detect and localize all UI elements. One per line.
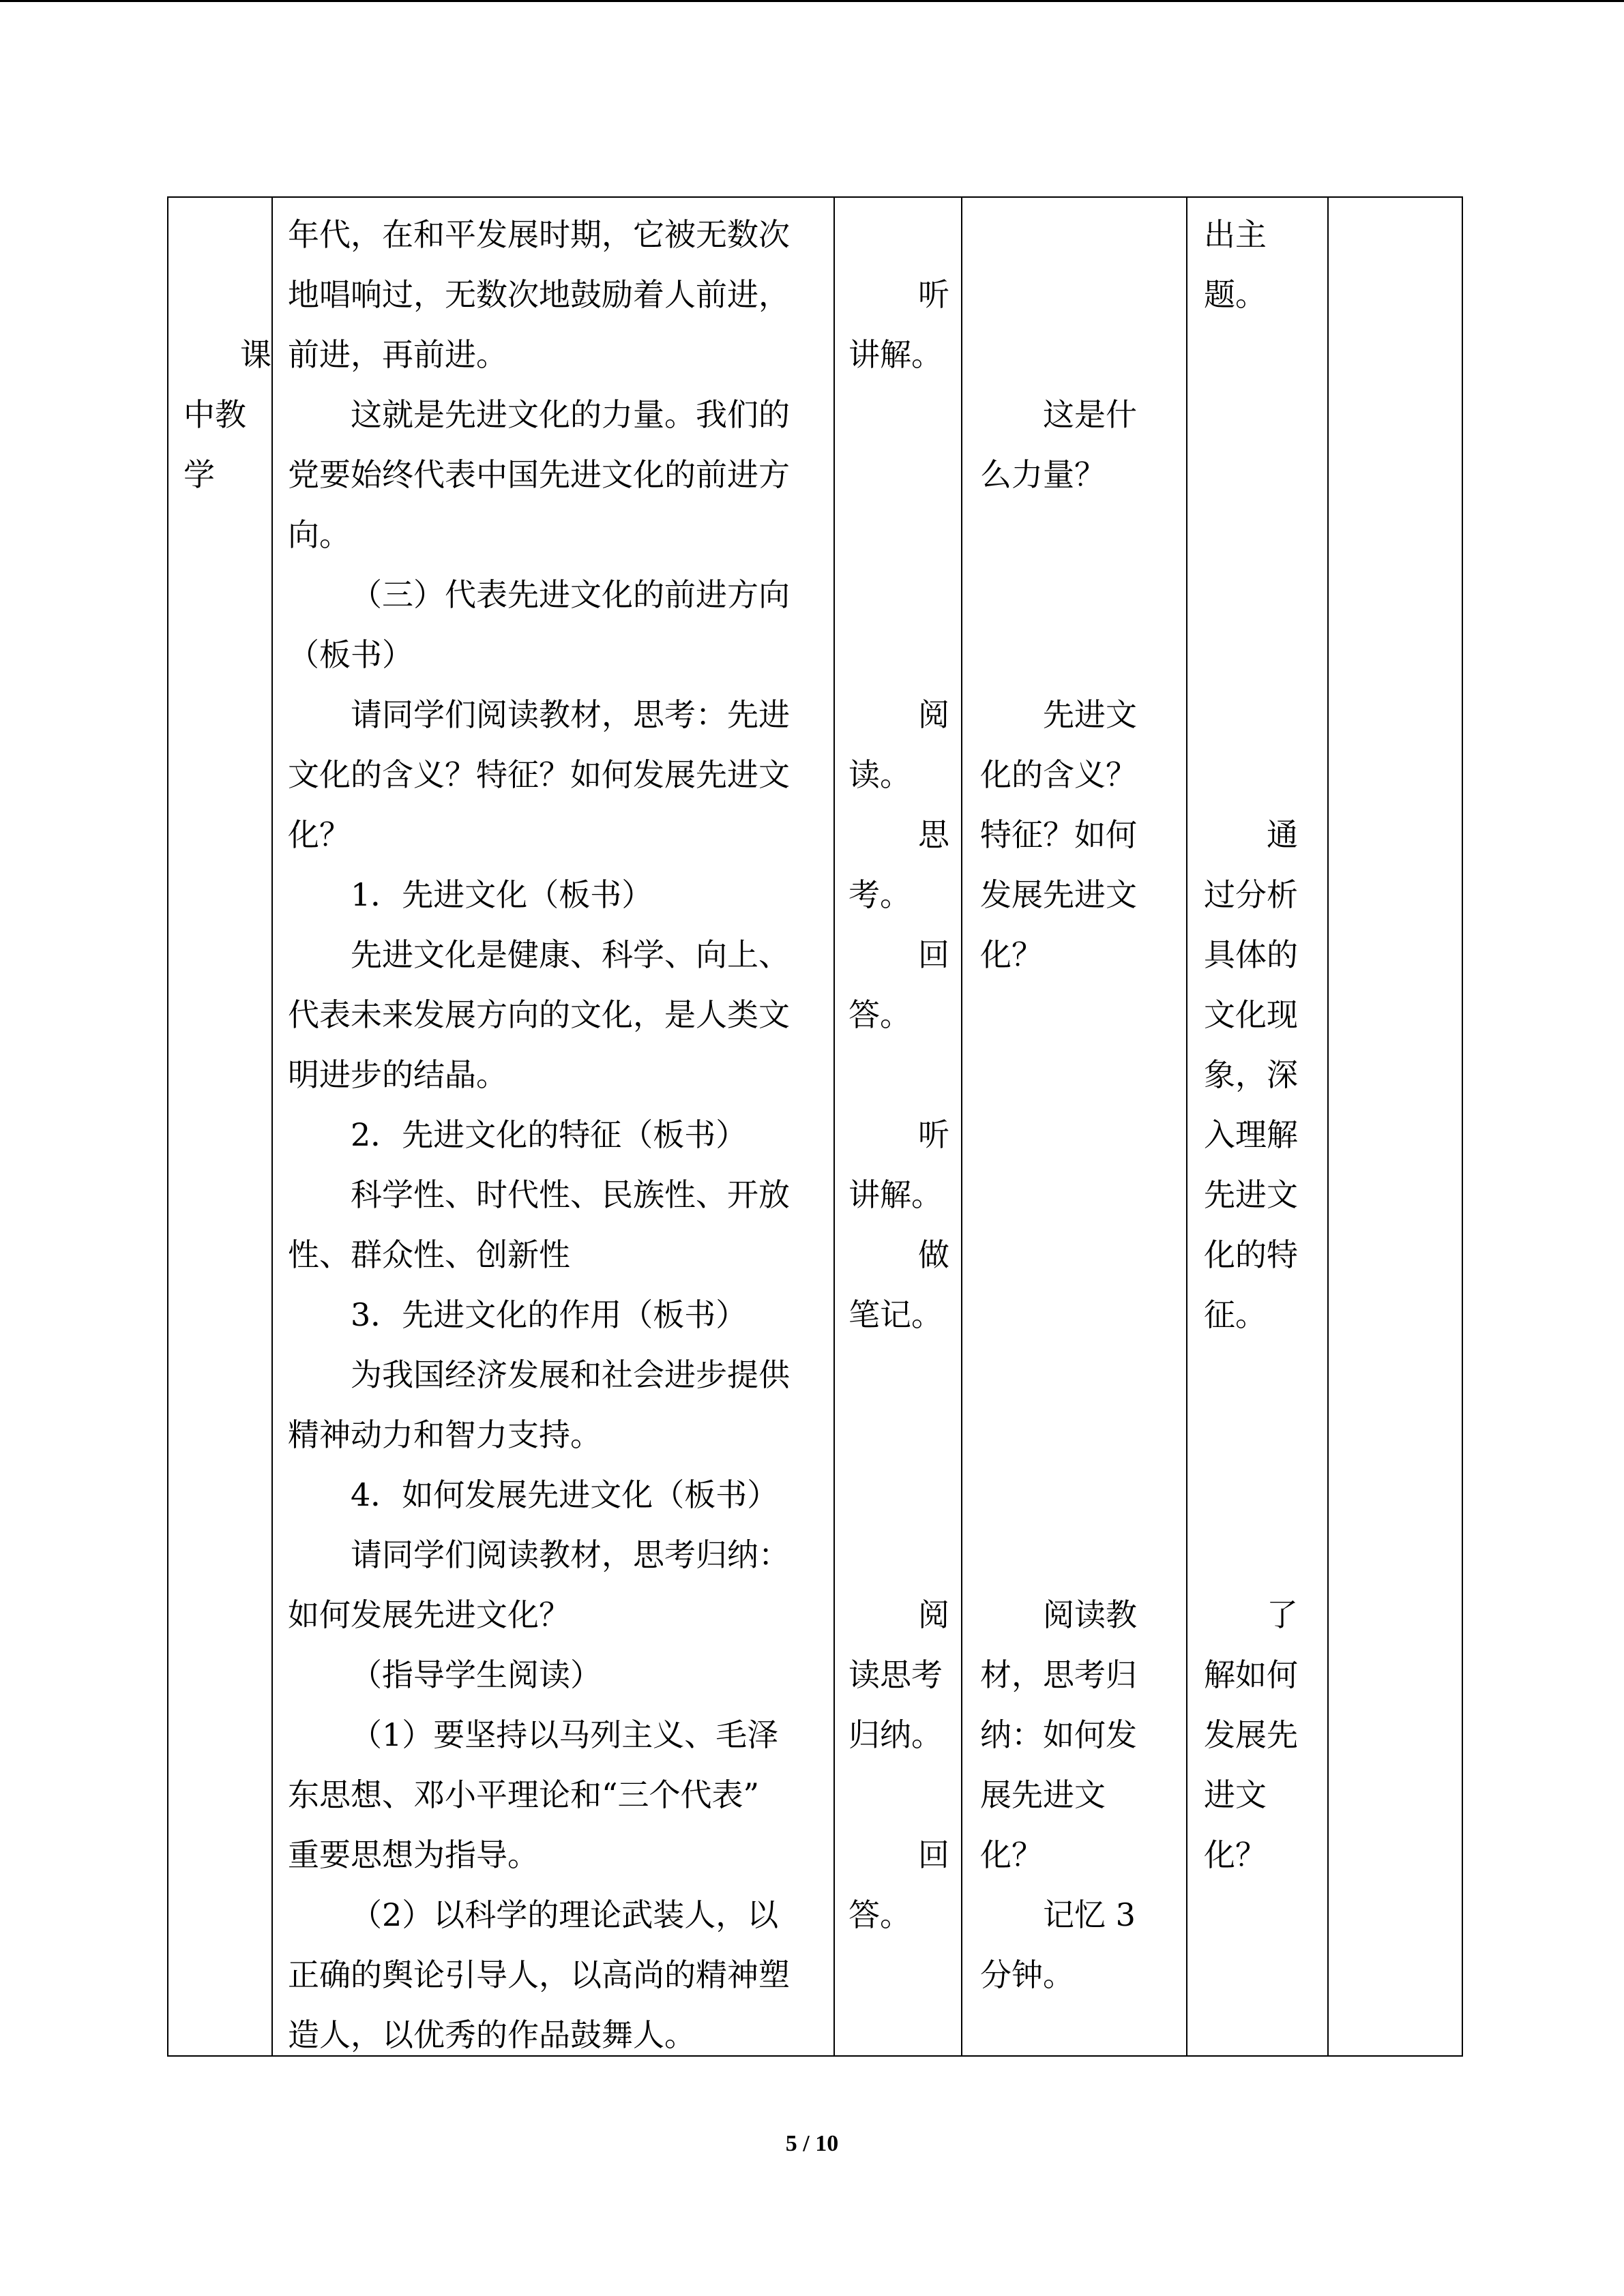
content-line: 明进步的结晶。 bbox=[288, 1056, 507, 1093]
design-line: 分钟。 bbox=[980, 1956, 1074, 1993]
content-line: 4．如何发展先进文化（板书） bbox=[351, 1476, 779, 1513]
student-line: 归纳。 bbox=[848, 1716, 943, 1753]
student-line: 笔记。 bbox=[848, 1296, 943, 1333]
content-line: （指导学生阅读） bbox=[351, 1656, 602, 1693]
content-line: 先进文化是健康、科学、向上、 bbox=[351, 936, 790, 973]
student-line: 答。 bbox=[848, 996, 911, 1033]
content-line: 性、群众性、创新性 bbox=[288, 1236, 570, 1273]
intent-line: 化的特 bbox=[1204, 1236, 1298, 1273]
intent-line: 文化现 bbox=[1204, 996, 1298, 1033]
student-line: 读思考 bbox=[848, 1656, 943, 1693]
intent-line: 化？ bbox=[1204, 1836, 1267, 1873]
student-line: 听 bbox=[918, 1116, 949, 1153]
design-line: 么力量？ bbox=[980, 456, 1106, 493]
content-line: 地唱响过，无数次地鼓励着人前进， bbox=[288, 276, 790, 313]
content-line: 文化的含义？特征？如何发展先进文 bbox=[288, 756, 790, 793]
intent-line: 出主 bbox=[1204, 216, 1267, 253]
student-line: 回 bbox=[918, 936, 949, 973]
intent-line: 过分析 bbox=[1204, 876, 1298, 913]
design-line: 纳：如何发 bbox=[980, 1716, 1137, 1753]
intent-line: 先进文 bbox=[1204, 1176, 1298, 1213]
student-line: 做 bbox=[918, 1236, 949, 1273]
design-cell bbox=[962, 196, 1186, 2057]
intent-line: 题。 bbox=[1204, 276, 1267, 313]
content-line: 造人，以优秀的作品鼓舞人。 bbox=[288, 2016, 696, 2053]
content-line: 科学性、时代性、民族性、开放 bbox=[351, 1176, 790, 1213]
content-line: 为我国经济发展和社会进步提供 bbox=[351, 1356, 790, 1393]
student-line: 考。 bbox=[848, 876, 911, 913]
section-line: 中教 bbox=[183, 396, 246, 433]
student-line: 听 bbox=[918, 276, 949, 313]
content-line: 党要始终代表中国先进文化的前进方 bbox=[288, 456, 790, 493]
student-line: 讲解。 bbox=[848, 336, 943, 373]
section-cell bbox=[168, 196, 271, 2057]
content-line: 代表未来发展方向的文化，是人类文 bbox=[288, 996, 790, 1033]
intent-line: 了 bbox=[1267, 1596, 1298, 1633]
design-line: 发展先进文 bbox=[980, 876, 1137, 913]
content-line: 正确的舆论引导人，以高尚的精神塑 bbox=[288, 1956, 790, 1993]
content-line: （板书） bbox=[288, 636, 413, 673]
content-line: 年代，在和平发展时期，它被无数次 bbox=[288, 216, 790, 253]
intent-cell bbox=[1187, 196, 1327, 2057]
intent-line: 象，深 bbox=[1204, 1056, 1298, 1093]
student-line: 读。 bbox=[848, 756, 911, 793]
design-line: 阅读教 bbox=[1043, 1596, 1137, 1633]
student-activity-cell bbox=[835, 196, 961, 2057]
content-line: （1）要坚持以马列主义、毛泽 bbox=[351, 1716, 779, 1753]
intent-line: 通 bbox=[1267, 816, 1298, 853]
content-line: 这就是先进文化的力量。我们的 bbox=[351, 396, 790, 433]
section-char: 课 bbox=[240, 336, 271, 373]
content-cell bbox=[273, 196, 833, 2057]
design-line: 化？ bbox=[980, 936, 1043, 973]
intent-line: 发展先 bbox=[1204, 1716, 1298, 1753]
content-line: 精神动力和智力支持。 bbox=[288, 1416, 602, 1453]
intent-line: 具体的 bbox=[1204, 936, 1298, 973]
content-line: 2．先进文化的特征（板书） bbox=[351, 1116, 748, 1153]
design-line: 材，思考归 bbox=[980, 1656, 1137, 1693]
intent-line: 解如何 bbox=[1204, 1656, 1298, 1693]
content-line: 重要思想为指导。 bbox=[288, 1836, 539, 1873]
student-line: 阅 bbox=[918, 696, 949, 733]
content-line: 前进，再前进。 bbox=[288, 336, 507, 373]
intent-line: 入理解 bbox=[1204, 1116, 1298, 1153]
intent-line: 征。 bbox=[1204, 1296, 1267, 1333]
content-line: 请同学们阅读教材，思考归纳： bbox=[351, 1536, 790, 1573]
student-line: 阅 bbox=[918, 1596, 949, 1633]
content-line: 东思想、邓小平理论和“三个代表” bbox=[288, 1776, 760, 1813]
student-line: 回 bbox=[918, 1836, 949, 1873]
content-line: 3．先进文化的作用（板书） bbox=[351, 1296, 748, 1333]
page-number: 5 / 10 bbox=[785, 2131, 839, 2156]
top-rule bbox=[0, 0, 1624, 2]
design-line: 特征？如何 bbox=[980, 816, 1137, 853]
content-line: 请同学们阅读教材，思考：先进 bbox=[351, 696, 790, 733]
content-line: （三）代表先进文化的前进方向 bbox=[351, 576, 790, 613]
content-line: 向。 bbox=[288, 516, 351, 553]
design-line: 记忆 3 bbox=[1043, 1896, 1136, 1933]
section-line: 学 bbox=[183, 456, 215, 493]
design-line: 化的含义？ bbox=[980, 756, 1137, 793]
design-line: 这是什 bbox=[1043, 396, 1137, 433]
content-line: 化？ bbox=[288, 816, 351, 853]
remarks-cell bbox=[1329, 196, 1462, 2057]
design-line: 展先进文 bbox=[980, 1776, 1106, 1813]
design-line: 化？ bbox=[980, 1836, 1043, 1873]
student-line: 思 bbox=[918, 816, 949, 853]
student-line: 答。 bbox=[848, 1896, 911, 1933]
content-line: 如何发展先进文化？ bbox=[288, 1596, 570, 1633]
student-line: 讲解。 bbox=[848, 1176, 943, 1213]
intent-line: 进文 bbox=[1204, 1776, 1267, 1813]
content-line: 1．先进文化（板书） bbox=[351, 876, 653, 913]
design-line: 先进文 bbox=[1043, 696, 1137, 733]
content-line: （2）以科学的理论武装人，以 bbox=[351, 1896, 779, 1933]
